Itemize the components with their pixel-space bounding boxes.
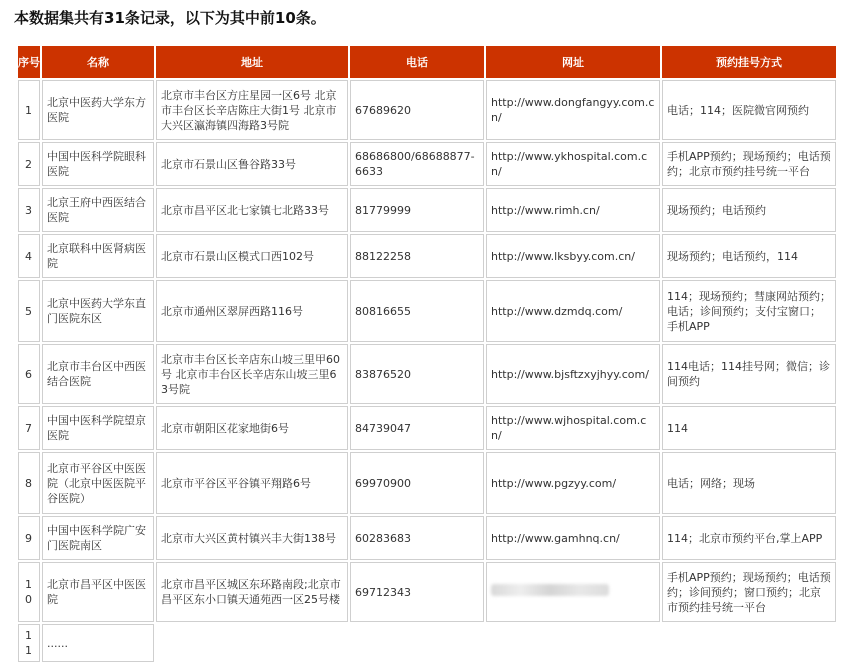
table-row	[18, 406, 836, 450]
blurred-url	[491, 584, 609, 596]
cell-no: 11	[18, 624, 40, 662]
cell-name: 北京中医药大学东方医院	[42, 80, 154, 140]
header-url: 网址	[486, 46, 660, 78]
cell-address: 北京市石景山区模式口西102号	[156, 234, 348, 278]
cell-booking: 114	[662, 406, 836, 450]
table-row	[18, 188, 836, 232]
cell-booking: 手机APP预约；现场预约；电话预约；诊间预约；窗口预约；北京市预约挂号统一平台	[662, 562, 836, 622]
cell-address: 北京市石景山区鲁谷路33号	[156, 142, 348, 186]
cell-booking: 手机APP预约；现场预约；电话预约；北京市预约挂号统一平台	[662, 142, 836, 186]
header-no: 序号	[18, 46, 40, 78]
cell-name: 中国中医科学院眼科医院	[42, 142, 154, 186]
hospital-table	[16, 44, 838, 664]
header-address: 地址	[156, 46, 348, 78]
cell-no: 3	[18, 188, 40, 232]
cell-phone: 68686800/68688877-6633	[350, 142, 484, 186]
table-row	[18, 142, 836, 186]
cell-url[interactable]	[486, 562, 660, 622]
table-row	[18, 280, 836, 342]
header-name: 名称	[42, 46, 154, 78]
cell-phone: 60283683	[350, 516, 484, 560]
cell-booking: 现场预约；电话预约，114	[662, 234, 836, 278]
header-booking: 预约挂号方式	[662, 46, 836, 78]
cell-name: 北京市丰台区中西医结合医院	[42, 344, 154, 404]
page-title: 本数据集共有31条记录，以下为其中前10条。	[14, 9, 326, 27]
cell-phone: 88122258	[350, 234, 484, 278]
cell-name: 北京市昌平区中医医院	[42, 562, 154, 622]
cell-address: 北京市朝阳区花家地街6号	[156, 406, 348, 450]
cell-url[interactable]: http://www.bjsftzxyjhyy.com/	[486, 344, 660, 404]
cell-url[interactable]: http://www.dzmdq.com/	[486, 280, 660, 342]
cell-phone: 81779999	[350, 188, 484, 232]
cell-booking: 电话；网络；现场	[662, 452, 836, 514]
cell-url[interactable]: http://www.pgzyy.com/	[486, 452, 660, 514]
cell-address: 北京市丰台区方庄星园一区6号 北京市丰台区长辛店陈庄大街1号 北京市大兴区瀛海镇四海路3号院	[156, 80, 348, 140]
cell-booking: 114电话；114挂号网；微信；诊间预约	[662, 344, 836, 404]
cell-name: 中国中医科学院广安门医院南区	[42, 516, 154, 560]
cell-url[interactable]: http://www.gamhnq.cn/	[486, 516, 660, 560]
cell-no: 4	[18, 234, 40, 278]
cell-booking: 114；北京市预约平台,掌上APP	[662, 516, 836, 560]
cell-booking: 电话；114；医院微官网预约	[662, 80, 836, 140]
cell-no: 6	[18, 344, 40, 404]
cell-no: 10	[18, 562, 40, 622]
table-row	[18, 344, 836, 404]
cell-no: 5	[18, 280, 40, 342]
cell-phone: 83876520	[350, 344, 484, 404]
cell-phone: 80816655	[350, 280, 484, 342]
table-row	[18, 452, 836, 514]
cell-booking: 114；现场预约；彗康网站预约；电话；诊间预约；支付宝窗口；手机APP	[662, 280, 836, 342]
cell-no: 7	[18, 406, 40, 450]
cell-phone: 67689620	[350, 80, 484, 140]
cell-address: 北京市通州区翠屏西路116号	[156, 280, 348, 342]
cell-no: 2	[18, 142, 40, 186]
table-row	[18, 234, 836, 278]
cell-name: 中国中医科学院望京医院	[42, 406, 154, 450]
cell-address: 北京市昌平区城区东环路南段;北京市昌平区东小口镇天通苑西一区25号楼	[156, 562, 348, 622]
cell-url[interactable]: http://www.dongfangyy.com.cn/	[486, 80, 660, 140]
header-phone: 电话	[350, 46, 484, 78]
cell-phone: 69970900	[350, 452, 484, 514]
cell-no: 9	[18, 516, 40, 560]
table-row	[18, 562, 836, 622]
cell-phone: 84739047	[350, 406, 484, 450]
table-header-row	[18, 46, 836, 78]
cell-name: 北京联科中医肾病医院	[42, 234, 154, 278]
cell-name: 北京市平谷区中医医院（北京中医医院平谷医院）	[42, 452, 154, 514]
cell-url[interactable]: http://www.lksbyy.com.cn/	[486, 234, 660, 278]
cell-name: 北京王府中西医结合医院	[42, 188, 154, 232]
cell-url[interactable]: http://www.wjhospital.com.cn/	[486, 406, 660, 450]
cell-url[interactable]: http://www.rimh.cn/	[486, 188, 660, 232]
cell-address: 北京市大兴区黄村镇兴丰大街138号	[156, 516, 348, 560]
table-row	[18, 80, 836, 140]
cell-no: 8	[18, 452, 40, 514]
cell-address: 北京市丰台区长辛店东山坡三里甲60号 北京市丰台区长辛店东山坡三里63号院	[156, 344, 348, 404]
cell-address: 北京市平谷区平谷镇平翔路6号	[156, 452, 348, 514]
cell-no: 1	[18, 80, 40, 140]
cell-phone: 69712343	[350, 562, 484, 622]
cell-url[interactable]: http://www.ykhospital.com.cn/	[486, 142, 660, 186]
cell-name: 北京中医药大学东直门医院东区	[42, 280, 154, 342]
cell-ellipsis: ......	[42, 624, 154, 662]
cell-address: 北京市昌平区北七家镇七北路33号	[156, 188, 348, 232]
table-row-ellipsis	[18, 624, 836, 662]
table-row	[18, 516, 836, 560]
cell-booking: 现场预约；电话预约	[662, 188, 836, 232]
